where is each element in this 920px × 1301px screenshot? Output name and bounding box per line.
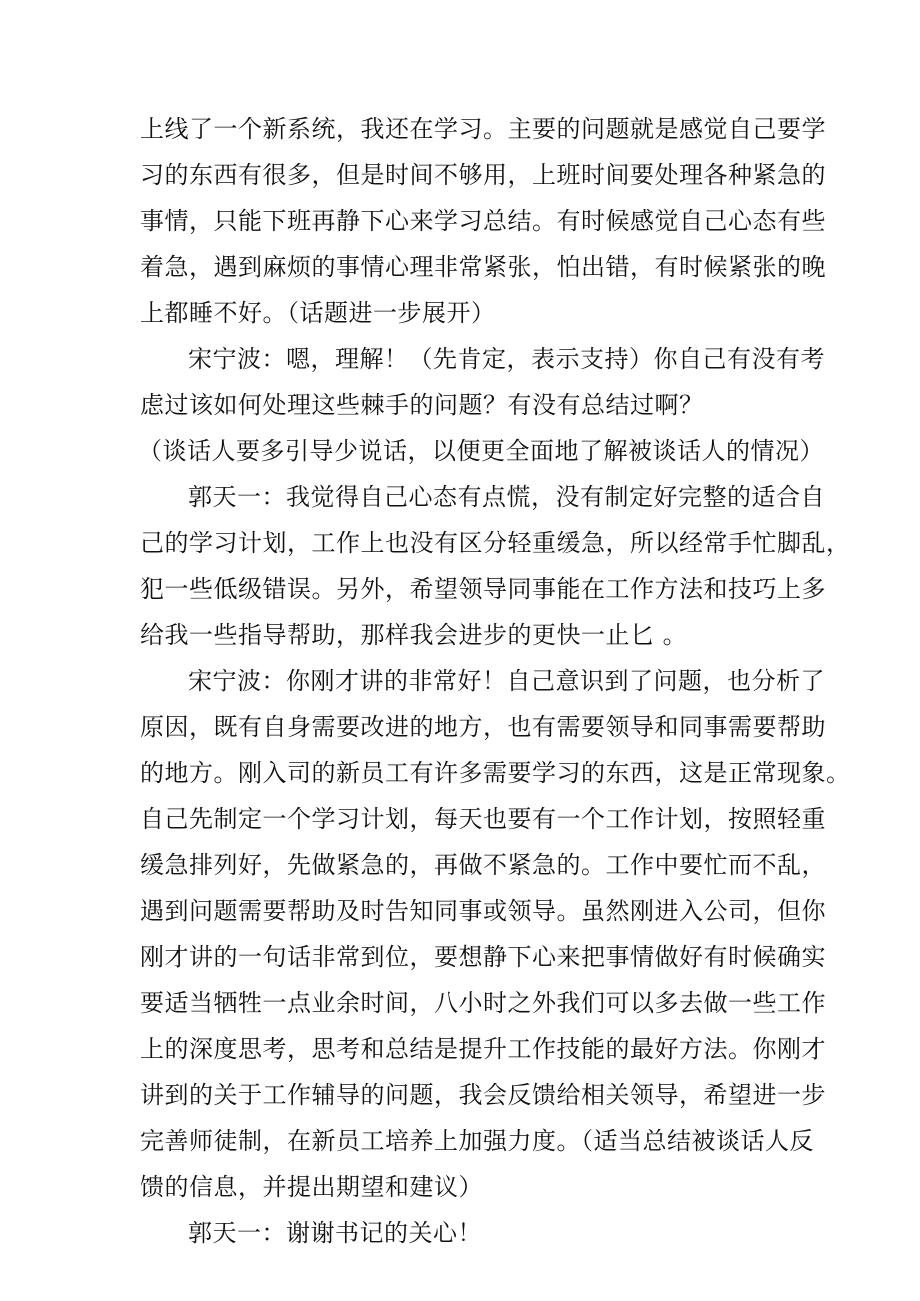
text-line: 上的深度思考，思考和总结是提升工作技能的最好方法。你刚才 <box>140 1035 826 1063</box>
text-line: 宋宁波：你刚才讲的非常好！自己意识到了问题，也分析了 <box>188 667 825 695</box>
text-line: 原因，既有自身需要改进的地方，也有需要领导和同事需要帮助 <box>140 713 826 741</box>
text-line: 虑过该如何处理这些棘手的问题？有没有总结过啊？ <box>140 391 704 419</box>
text-line: （谈话人要多引导少说话，以便更全面地了解被谈话人的情况） <box>138 437 824 465</box>
text-line: 上线了一个新系统，我还在学习。主要的问题就是感觉自己要学 <box>140 115 826 143</box>
text-line: 着急，遇到麻烦的事情心理非常紧张，怕出错，有时候紧张的晚 <box>140 253 826 281</box>
text-line: 宋宁波：嗯，理解！（先肯定，表示支持）你自己有没有考 <box>188 345 825 373</box>
text-line: 刚才讲的一句话非常到位，要想静下心来把事情做好有时候确实 <box>140 943 826 971</box>
text-line: 缓急排列好，先做紧急的，再做不紧急的。工作中要忙而不乱， <box>140 851 826 879</box>
text-line: 习的东西有很多，但是时间不够用，上班时间要处理各种紧急的 <box>140 161 826 189</box>
text-line: 自己先制定一个学习计划，每天也要有一个工作计划，按照轻重 <box>140 805 826 833</box>
text-line: 郭天一：谢谢书记的关心！ <box>188 1219 482 1247</box>
text-line: 完善师徒制，在新员工培养上加强力度。（适当总结被谈话人反 <box>140 1127 814 1155</box>
text-line: 要适当牺牲一点业余时间，八小时之外我们可以多去做一些工作 <box>140 989 826 1017</box>
text-line: 郭天一：我觉得自己心态有点慌，没有制定好完整的适合自 <box>188 483 825 511</box>
text-line: 的地方。刚入司的新员工有许多需要学习的东西，这是正常现象。 <box>140 759 851 787</box>
text-line: 犯一些低级错误。另外，希望领导同事能在工作方法和技巧上多 <box>140 575 826 603</box>
text-line: 讲到的关于工作辅导的问题，我会反馈给相关领导，希望进一步 <box>140 1081 826 1109</box>
text-line: 事情，只能下班再静下心来学习总结。有时候感觉自己心态有些 <box>140 207 826 235</box>
text-line: 己的学习计划，工作上也没有区分轻重缓急，所以经常手忙脚乱， <box>140 529 851 557</box>
text-line: 遇到问题需要帮助及时告知同事或领导。虽然刚进入公司，但你 <box>140 897 826 925</box>
text-line: 给我一些指导帮助，那样我会进步的更快一止匕 。 <box>140 621 688 649</box>
text-line: 上都睡不好。（话题进一步展开） <box>140 299 496 327</box>
text-line: 馈的信息，并提出期望和建议） <box>140 1173 483 1201</box>
